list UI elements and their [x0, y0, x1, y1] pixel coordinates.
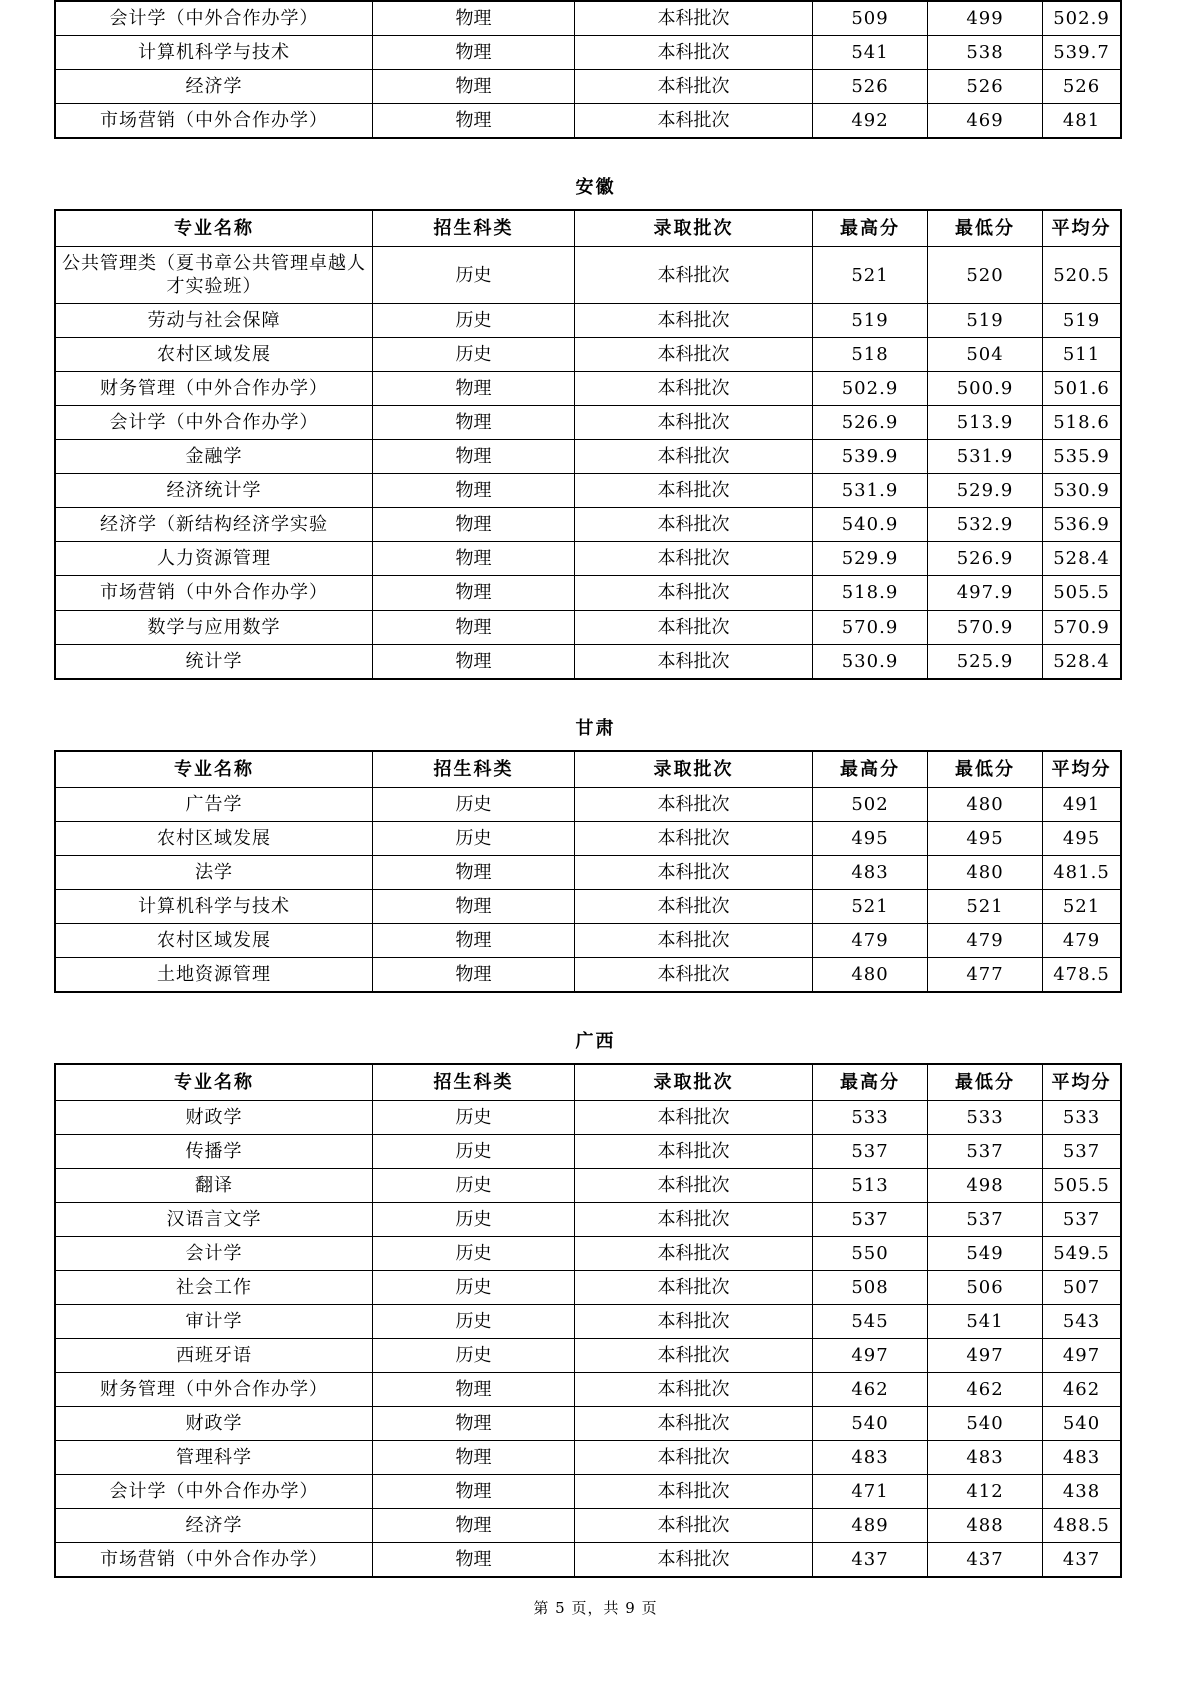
- cell-high: 518.9: [813, 576, 928, 610]
- cell-avg: 570.9: [1043, 610, 1122, 644]
- cell-major: 财政学: [55, 1407, 373, 1441]
- cell-avg: 462: [1043, 1373, 1122, 1407]
- cell-high: 513: [813, 1168, 928, 1202]
- cell-avg: 543: [1043, 1305, 1122, 1339]
- cell-batch: 本科批次: [575, 338, 813, 372]
- table-row: [55, 644, 1121, 679]
- cell-low: 519: [928, 304, 1043, 338]
- table-row: [55, 1270, 1121, 1304]
- column-header-low: 最低分: [928, 751, 1043, 788]
- cell-batch: 本科批次: [575, 821, 813, 855]
- spacer: [54, 680, 1137, 720]
- cell-major: 农村区域发展: [55, 338, 373, 372]
- cell-major: 翻译: [55, 1168, 373, 1202]
- cell-low: 506: [928, 1270, 1043, 1304]
- cell-subject: 物理: [373, 1543, 575, 1578]
- cell-avg: 483: [1043, 1441, 1122, 1475]
- cell-avg: 438: [1043, 1475, 1122, 1509]
- cell-low: 477: [928, 957, 1043, 992]
- table-row: [55, 1202, 1121, 1236]
- table-row: [55, 1373, 1121, 1407]
- cell-subject: 历史: [373, 304, 575, 338]
- table-row: [55, 508, 1121, 542]
- cell-avg: 535.9: [1043, 440, 1122, 474]
- cell-high: 521: [813, 889, 928, 923]
- cell-subject: 历史: [373, 1305, 575, 1339]
- cell-low: 538: [928, 36, 1043, 70]
- column-header-subject: 招生科类: [373, 1064, 575, 1101]
- table-row: [55, 1, 1121, 36]
- cell-subject: 历史: [373, 821, 575, 855]
- cell-high: 531.9: [813, 474, 928, 508]
- cell-batch: 本科批次: [575, 957, 813, 992]
- table-row: [55, 1509, 1121, 1543]
- province-title: 安徽: [575, 177, 616, 199]
- cell-subject: 历史: [373, 1236, 575, 1270]
- cell-high: 480: [813, 957, 928, 992]
- cell-high: 537: [813, 1134, 928, 1168]
- cell-low: 525.9: [928, 644, 1043, 679]
- cell-subject: 历史: [373, 1168, 575, 1202]
- spacer: [54, 738, 1137, 750]
- cell-major: 西班牙语: [55, 1339, 373, 1373]
- table-row: [55, 1543, 1121, 1578]
- cell-low: 537: [928, 1134, 1043, 1168]
- column-header-major: 专业名称: [55, 751, 373, 788]
- cell-subject: 物理: [373, 855, 575, 889]
- table-row: [55, 1339, 1121, 1373]
- cell-batch: 本科批次: [575, 1373, 813, 1407]
- column-header-batch: 录取批次: [575, 751, 813, 788]
- cell-high: 537: [813, 1202, 928, 1236]
- cell-major: 劳动与社会保障: [55, 304, 373, 338]
- table-row: [55, 1441, 1121, 1475]
- cell-major: 金融学: [55, 440, 373, 474]
- table-row: [55, 440, 1121, 474]
- cell-subject: 物理: [373, 610, 575, 644]
- table-row: [55, 36, 1121, 70]
- cell-avg: 437: [1043, 1543, 1122, 1578]
- cell-high: 483: [813, 1441, 928, 1475]
- cell-major: 会计学: [55, 1236, 373, 1270]
- cell-avg: 502.9: [1043, 1, 1122, 36]
- cell-high: 570.9: [813, 610, 928, 644]
- cell-avg: 539.7: [1043, 36, 1122, 70]
- cell-batch: 本科批次: [575, 542, 813, 576]
- cell-low: 499: [928, 1, 1043, 36]
- cell-batch: 本科批次: [575, 372, 813, 406]
- cell-subject: 物理: [373, 440, 575, 474]
- cell-low: 549: [928, 1236, 1043, 1270]
- cell-high: 540: [813, 1407, 928, 1441]
- cell-low: 526.9: [928, 542, 1043, 576]
- cell-batch: 本科批次: [575, 576, 813, 610]
- table-header-row: [55, 210, 1121, 247]
- cell-batch: 本科批次: [575, 1441, 813, 1475]
- cell-batch: 本科批次: [575, 304, 813, 338]
- province-title: 广西: [575, 1030, 616, 1052]
- cell-low: 537: [928, 1202, 1043, 1236]
- cell-batch: 本科批次: [575, 787, 813, 821]
- cell-major: 经济学（新结构经济学实验: [55, 508, 373, 542]
- cell-low: 498: [928, 1168, 1043, 1202]
- cell-avg: 481.5: [1043, 855, 1122, 889]
- cell-low: 497.9: [928, 576, 1043, 610]
- cell-batch: 本科批次: [575, 1202, 813, 1236]
- cell-avg: 520.5: [1043, 247, 1122, 304]
- cell-subject: 物理: [373, 1509, 575, 1543]
- cell-subject: 物理: [373, 70, 575, 104]
- cell-high: 533: [813, 1100, 928, 1134]
- table-row: [55, 1168, 1121, 1202]
- cell-major: 经济统计学: [55, 474, 373, 508]
- table-row: [55, 474, 1121, 508]
- province-section: [54, 179, 1137, 719]
- cell-subject: 物理: [373, 1373, 575, 1407]
- cell-avg: 478.5: [1043, 957, 1122, 992]
- column-header-high: 最高分: [813, 1064, 928, 1101]
- cell-batch: 本科批次: [575, 1134, 813, 1168]
- cell-major: 广告学: [55, 787, 373, 821]
- cell-low: 480: [928, 787, 1043, 821]
- cell-low: 500.9: [928, 372, 1043, 406]
- cell-low: 541: [928, 1305, 1043, 1339]
- cell-low: 526: [928, 70, 1043, 104]
- cell-avg: 495: [1043, 821, 1122, 855]
- table-row: [55, 104, 1121, 139]
- column-header-subject: 招生科类: [373, 751, 575, 788]
- cell-major: 市场营销（中外合作办学）: [55, 1543, 373, 1578]
- cell-subject: 物理: [373, 36, 575, 70]
- table-row: [55, 1236, 1121, 1270]
- column-header-avg: 平均分: [1043, 1064, 1122, 1101]
- cell-major: 会计学（中外合作办学）: [55, 1475, 373, 1509]
- cell-subject: 物理: [373, 1441, 575, 1475]
- cell-major: 土地资源管理: [55, 957, 373, 992]
- cell-subject: 物理: [373, 957, 575, 992]
- cell-major: 审计学: [55, 1305, 373, 1339]
- cell-major: 人力资源管理: [55, 542, 373, 576]
- cell-avg: 518.6: [1043, 406, 1122, 440]
- cell-batch: 本科批次: [575, 1543, 813, 1578]
- cell-batch: 本科批次: [575, 1168, 813, 1202]
- cell-low: 437: [928, 1543, 1043, 1578]
- cell-avg: 528.4: [1043, 542, 1122, 576]
- cell-subject: 物理: [373, 576, 575, 610]
- cell-avg: 549.5: [1043, 1236, 1122, 1270]
- cell-high: 497: [813, 1339, 928, 1373]
- cell-low: 497: [928, 1339, 1043, 1373]
- table-row: [55, 855, 1121, 889]
- cell-high: 545: [813, 1305, 928, 1339]
- cell-avg: 530.9: [1043, 474, 1122, 508]
- cell-low: 513.9: [928, 406, 1043, 440]
- cell-avg: 533: [1043, 1100, 1122, 1134]
- cell-high: 530.9: [813, 644, 928, 679]
- cell-batch: 本科批次: [575, 474, 813, 508]
- cell-subject: 历史: [373, 1134, 575, 1168]
- table-row: [55, 70, 1121, 104]
- table-row: [55, 1305, 1121, 1339]
- cell-batch: 本科批次: [575, 1236, 813, 1270]
- cell-major: 传播学: [55, 1134, 373, 1168]
- table-row: [55, 304, 1121, 338]
- cell-major: 社会工作: [55, 1270, 373, 1304]
- table-row: [55, 406, 1121, 440]
- table-header-row: [55, 751, 1121, 788]
- cell-batch: 本科批次: [575, 1407, 813, 1441]
- cell-low: 479: [928, 923, 1043, 957]
- province-section: [54, 0, 1137, 179]
- cell-major: 统计学: [55, 644, 373, 679]
- cell-low: 533: [928, 1100, 1043, 1134]
- spacer: [54, 197, 1137, 209]
- cell-low: 469: [928, 104, 1043, 139]
- cell-major: 农村区域发展: [55, 821, 373, 855]
- cell-batch: 本科批次: [575, 247, 813, 304]
- column-header-batch: 录取批次: [575, 1064, 813, 1101]
- cell-batch: 本科批次: [575, 889, 813, 923]
- cell-subject: 历史: [373, 787, 575, 821]
- cell-avg: 537: [1043, 1134, 1122, 1168]
- column-header-avg: 平均分: [1043, 751, 1122, 788]
- cell-high: 509: [813, 1, 928, 36]
- cell-avg: 511: [1043, 338, 1122, 372]
- cell-major: 经济学: [55, 70, 373, 104]
- column-header-high: 最高分: [813, 751, 928, 788]
- cell-major: 财政学: [55, 1100, 373, 1134]
- cell-avg: 488.5: [1043, 1509, 1122, 1543]
- cell-avg: 528.4: [1043, 644, 1122, 679]
- cell-major: 数学与应用数学: [55, 610, 373, 644]
- cell-low: 520: [928, 247, 1043, 304]
- cell-batch: 本科批次: [575, 923, 813, 957]
- cell-high: 492: [813, 104, 928, 139]
- cell-subject: 历史: [373, 1202, 575, 1236]
- score-table: [54, 1063, 1122, 1578]
- cell-subject: 物理: [373, 474, 575, 508]
- cell-avg: 481: [1043, 104, 1122, 139]
- table-row: [55, 889, 1121, 923]
- cell-high: 539.9: [813, 440, 928, 474]
- cell-major: 会计学（中外合作办学）: [55, 406, 373, 440]
- cell-major: 法学: [55, 855, 373, 889]
- cell-subject: 物理: [373, 372, 575, 406]
- table-header-row: [55, 1064, 1121, 1101]
- province-section: [54, 1030, 1137, 1618]
- cell-high: 521: [813, 247, 928, 304]
- cell-major: 公共管理类（夏书章公共管理卓越人才实验班）: [55, 247, 373, 304]
- cell-low: 483: [928, 1441, 1043, 1475]
- cell-high: 518: [813, 338, 928, 372]
- cell-high: 526.9: [813, 406, 928, 440]
- column-header-major: 专业名称: [55, 210, 373, 247]
- cell-avg: 540: [1043, 1407, 1122, 1441]
- cell-batch: 本科批次: [575, 1100, 813, 1134]
- table-row: [55, 821, 1121, 855]
- province-title: 甘肃: [575, 717, 616, 739]
- cell-batch: 本科批次: [575, 610, 813, 644]
- cell-high: 437: [813, 1543, 928, 1578]
- table-row: [55, 610, 1121, 644]
- cell-high: 479: [813, 923, 928, 957]
- cell-avg: 497: [1043, 1339, 1122, 1373]
- cell-subject: 物理: [373, 542, 575, 576]
- cell-high: 519: [813, 304, 928, 338]
- cell-high: 471: [813, 1475, 928, 1509]
- table-row: [55, 1134, 1121, 1168]
- cell-high: 502: [813, 787, 928, 821]
- cell-avg: 521: [1043, 889, 1122, 923]
- score-table: [54, 0, 1122, 139]
- table-row: [55, 338, 1121, 372]
- cell-subject: 物理: [373, 508, 575, 542]
- cell-batch: 本科批次: [575, 1270, 813, 1304]
- page-footer: 第 5 页，共 9 页: [533, 1599, 658, 1617]
- cell-low: 531.9: [928, 440, 1043, 474]
- cell-high: 462: [813, 1373, 928, 1407]
- cell-subject: 物理: [373, 1, 575, 36]
- table-row: [55, 787, 1121, 821]
- table-row: [55, 372, 1121, 406]
- cell-batch: 本科批次: [575, 1475, 813, 1509]
- cell-batch: 本科批次: [575, 508, 813, 542]
- cell-high: 489: [813, 1509, 928, 1543]
- column-header-batch: 录取批次: [575, 210, 813, 247]
- cell-subject: 物理: [373, 104, 575, 139]
- cell-avg: 505.5: [1043, 576, 1122, 610]
- cell-subject: 物理: [373, 923, 575, 957]
- table-row: [55, 542, 1121, 576]
- cell-batch: 本科批次: [575, 1305, 813, 1339]
- cell-batch: 本科批次: [575, 1339, 813, 1373]
- cell-batch: 本科批次: [575, 70, 813, 104]
- cell-avg: 501.6: [1043, 372, 1122, 406]
- cell-high: 541: [813, 36, 928, 70]
- cell-high: 529.9: [813, 542, 928, 576]
- cell-low: 462: [928, 1373, 1043, 1407]
- cell-major: 市场营销（中外合作办学）: [55, 576, 373, 610]
- cell-subject: 历史: [373, 1100, 575, 1134]
- cell-major: 计算机科学与技术: [55, 36, 373, 70]
- cell-low: 504: [928, 338, 1043, 372]
- cell-batch: 本科批次: [575, 644, 813, 679]
- column-header-subject: 招生科类: [373, 210, 575, 247]
- cell-subject: 历史: [373, 1339, 575, 1373]
- cell-subject: 历史: [373, 338, 575, 372]
- sections-container: [54, 0, 1137, 1618]
- spacer: [54, 993, 1137, 1033]
- cell-batch: 本科批次: [575, 1509, 813, 1543]
- cell-major: 财务管理（中外合作办学）: [55, 372, 373, 406]
- column-header-avg: 平均分: [1043, 210, 1122, 247]
- column-header-low: 最低分: [928, 210, 1043, 247]
- cell-subject: 物理: [373, 406, 575, 440]
- cell-avg: 537: [1043, 1202, 1122, 1236]
- table-row: [55, 247, 1121, 304]
- cell-major: 管理科学: [55, 1441, 373, 1475]
- cell-low: 488: [928, 1509, 1043, 1543]
- cell-major: 财务管理（中外合作办学）: [55, 1373, 373, 1407]
- cell-avg: 491: [1043, 787, 1122, 821]
- cell-low: 480: [928, 855, 1043, 889]
- table-row: [55, 576, 1121, 610]
- cell-batch: 本科批次: [575, 104, 813, 139]
- cell-subject: 历史: [373, 1270, 575, 1304]
- cell-low: 529.9: [928, 474, 1043, 508]
- cell-low: 521: [928, 889, 1043, 923]
- cell-subject: 物理: [373, 1407, 575, 1441]
- cell-major: 计算机科学与技术: [55, 889, 373, 923]
- cell-subject: 物理: [373, 889, 575, 923]
- cell-low: 570.9: [928, 610, 1043, 644]
- cell-batch: 本科批次: [575, 1, 813, 36]
- cell-batch: 本科批次: [575, 440, 813, 474]
- spacer: [54, 1051, 1137, 1063]
- cell-batch: 本科批次: [575, 36, 813, 70]
- cell-avg: 526: [1043, 70, 1122, 104]
- cell-batch: 本科批次: [575, 406, 813, 440]
- cell-high: 508: [813, 1270, 928, 1304]
- cell-batch: 本科批次: [575, 855, 813, 889]
- cell-low: 495: [928, 821, 1043, 855]
- cell-high: 550: [813, 1236, 928, 1270]
- cell-subject: 物理: [373, 644, 575, 679]
- province-section: [54, 717, 1137, 1033]
- cell-low: 532.9: [928, 508, 1043, 542]
- cell-high: 483: [813, 855, 928, 889]
- spacer: [54, 139, 1137, 179]
- cell-high: 502.9: [813, 372, 928, 406]
- cell-major: 市场营销（中外合作办学）: [55, 104, 373, 139]
- cell-low: 412: [928, 1475, 1043, 1509]
- table-row: [55, 1475, 1121, 1509]
- column-header-high: 最高分: [813, 210, 928, 247]
- table-row: [55, 923, 1121, 957]
- cell-high: 495: [813, 821, 928, 855]
- cell-avg: 507: [1043, 1270, 1122, 1304]
- score-table: [54, 209, 1122, 679]
- table-row: [55, 1407, 1121, 1441]
- table-row: [55, 1100, 1121, 1134]
- cell-avg: 479: [1043, 923, 1122, 957]
- column-header-major: 专业名称: [55, 1064, 373, 1101]
- cell-avg: 519: [1043, 304, 1122, 338]
- cell-subject: 物理: [373, 1475, 575, 1509]
- table-row: [55, 957, 1121, 992]
- cell-high: 526: [813, 70, 928, 104]
- column-header-low: 最低分: [928, 1064, 1043, 1101]
- cell-low: 540: [928, 1407, 1043, 1441]
- cell-avg: 505.5: [1043, 1168, 1122, 1202]
- cell-major: 汉语言文学: [55, 1202, 373, 1236]
- cell-major: 农村区域发展: [55, 923, 373, 957]
- cell-subject: 历史: [373, 247, 575, 304]
- score-table: [54, 750, 1122, 993]
- cell-high: 540.9: [813, 508, 928, 542]
- cell-major: 经济学: [55, 1509, 373, 1543]
- cell-avg: 536.9: [1043, 508, 1122, 542]
- cell-major: 会计学（中外合作办学）: [55, 1, 373, 36]
